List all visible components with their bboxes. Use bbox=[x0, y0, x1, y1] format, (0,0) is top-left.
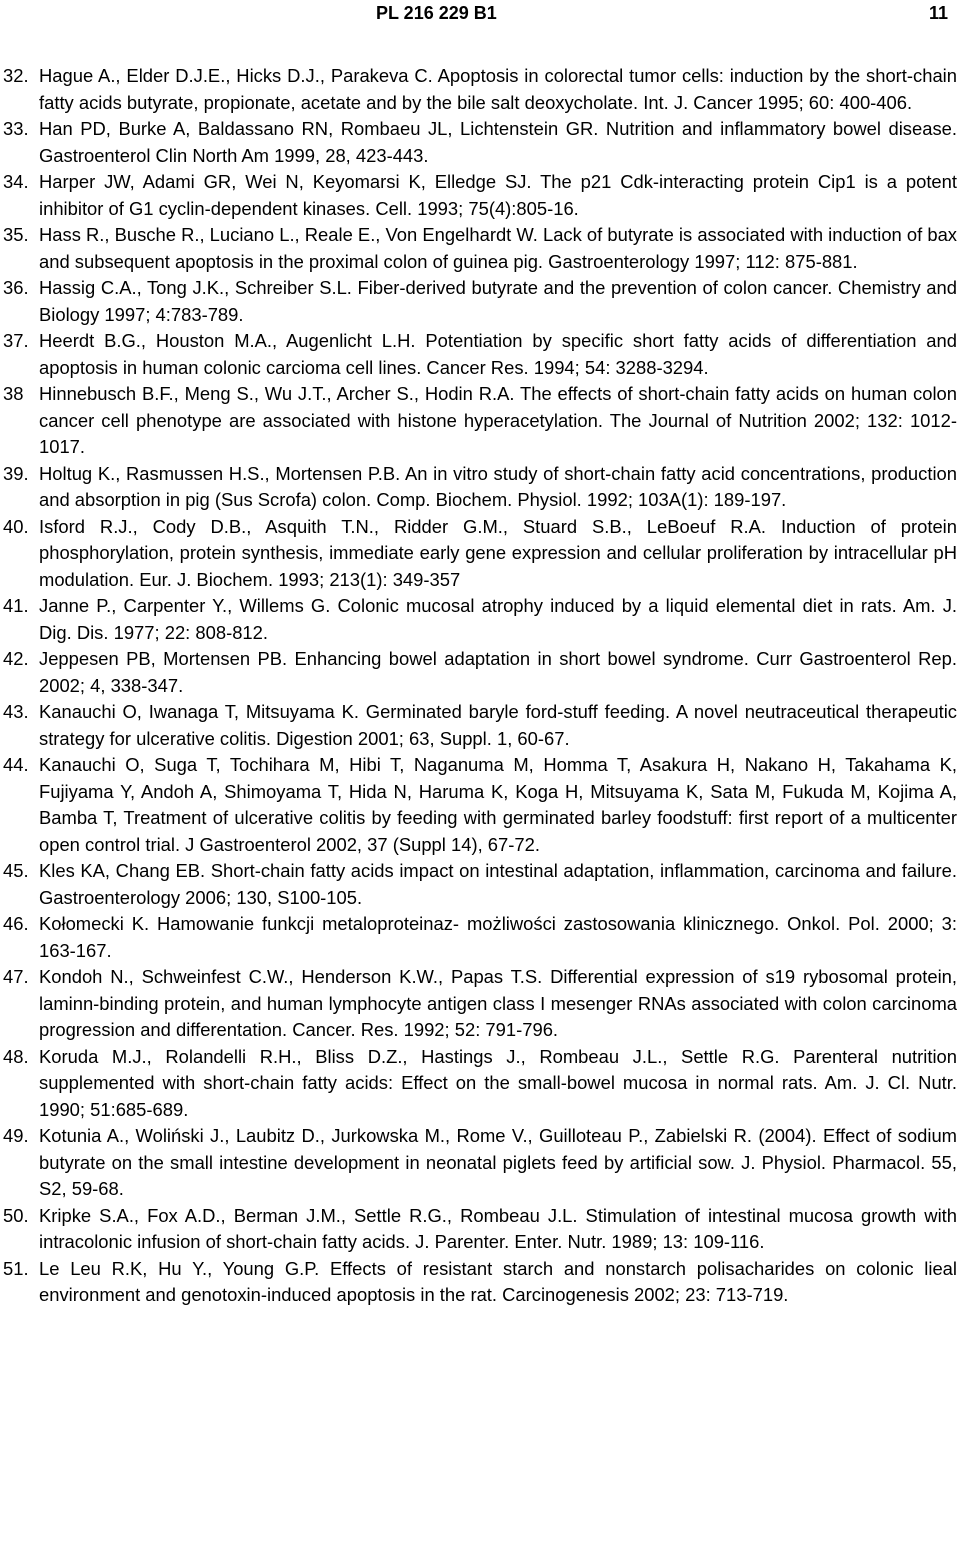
reference-text: Holtug K., Rasmussen H.S., Mortensen P.B. An in vitro study of short-chain fatty acid concentrations, production and absorption in pig (Sus Scrofa) colon. Comp. Biochem. Physiol. 1992; 103A(1): 189-197. bbox=[39, 462, 957, 510]
reference-item bbox=[0, 275, 960, 328]
reference-number: 50. bbox=[3, 1204, 29, 1226]
reference-text: Janne P., Carpenter Y., Willems G. Colonic mucosal atrophy induced by a liquid elemental diet in rats. Am. J. Dig. Dis. 1977; 22: 808-812. bbox=[39, 595, 957, 643]
reference-number: 42. bbox=[3, 648, 29, 669]
reference-item bbox=[0, 858, 960, 911]
reference-item bbox=[0, 699, 960, 752]
reference-text: Kołomecki K. Hamowanie funkcji metaloproteinaz- możliwości zastosowania klinicznego. Onkol. Pol. 2000; 3: 163-167. bbox=[39, 913, 957, 961]
reference-text: Kondoh N., Schweinfest C.W., Henderson K.W., Papas T.S. Differential expression of s19 rybosomal protein, laminn-binding protein, and human lymphocyte antigen class I mesenger RNAs associated with colon carcinoma progression and differentation. Cancer. Res. 1992; 52: 791-796. bbox=[39, 966, 957, 1040]
reference-number: 47. bbox=[3, 966, 29, 987]
reference-text: Isford R.J., Cody D.B., Asquith T.N., Ridder G.M., Stuard S.B., LeBoeuf R.A. Induction of protein phosphorylation, protein synthesis, immediate early gene expression and cellular proliferation by intracellular pH modulation. Eur. J. Biochem. 1993; 213(1): 349-357 bbox=[39, 515, 957, 590]
reference-number: 46. bbox=[3, 913, 29, 934]
reference-text: Kanauchi O, Suga T, Tochihara M, Hibi T, Naganuma M, Homma T, Asakura H, Nakano H, Takahama K, Fujiyama Y, Andoh A, Shimoyama T, Hida N, Haruma K, Koga H, Mitsuyama K, Sata M, Fukuda M, Kojima A, Bamba T, Treatment of ulcerative colitis by feeding with germinated barley foodstuff: first report of a multicenter open control trial. J Gastroenterol 2002, 37 (Suppl 14), 67-72. bbox=[39, 754, 957, 855]
reference-text: Hague A., Elder D.J.E., Hicks D.J., Parakeva C. Apoptosis in colorectal tumor cells: induction by the short-chain fatty acids butyrate, propionate, acetate and by the bile salt deoxycholate. Int. J. Cancer 1995; 60: 400-406. bbox=[39, 65, 957, 113]
reference-number: 41. bbox=[3, 595, 29, 616]
reference-number: 35. bbox=[3, 224, 29, 245]
reference-item bbox=[0, 1123, 960, 1203]
reference-number: 43. bbox=[3, 701, 29, 722]
reference-text: Koruda M.J., Rolandelli R.H., Bliss D.Z., Hastings J., Rombeau J.L., Settle R.G. Parenteral nutrition supplemented with short-chain fatty acids: Effect on the small-bowel mucosa in normal rats. Am. J. Cl. Nutr. 1990; 51:685-689. bbox=[39, 1045, 957, 1120]
reference-number: 39. bbox=[3, 462, 29, 484]
reference-item bbox=[0, 911, 960, 964]
reference-number: 51. bbox=[3, 1257, 29, 1279]
reference-item bbox=[0, 63, 960, 116]
page-header bbox=[0, 0, 960, 30]
reference-number: 45. bbox=[3, 860, 29, 881]
reference-number: 38 bbox=[3, 383, 24, 404]
reference-text: Han PD, Burke A, Baldassano RN, Rombaeu JL, Lichtenstein GR. Nutrition and inflammatory bowel disease. Gastroenterol Clin North Am 1999, 28, 423-443. bbox=[39, 118, 957, 166]
reference-text: Kanauchi O, Iwanaga T, Mitsuyama K. Germinated baryle ford-stuff feeding. A novel neutraceutical therapeutic strategy for ulcerative colitis. Digestion 2001; 63, Suppl. 1, 60-67. bbox=[39, 701, 957, 749]
reference-item bbox=[0, 328, 960, 381]
reference-item bbox=[0, 646, 960, 699]
reference-text: Kotunia A., Woliński J., Laubitz D., Jurkowska M., Rome V., Guilloteau P., Zabielski R. (2004). Effect of sodium butyrate on the small intestine development in neonatal piglets feed by artificial sow. J. Physiol. Pharmacol. 55, S2, 59-68. bbox=[39, 1125, 957, 1199]
reference-text: Hinnebusch B.F., Meng S., Wu J.T., Archer S., Hodin R.A. The effects of short-chain fatty acids on human colon cancer cell phenotype are associated with histone hyperacetylation. The Journal of Nutrition 2002; 132: 1012-1017. bbox=[39, 383, 957, 457]
reference-item bbox=[0, 1203, 960, 1256]
reference-list bbox=[0, 63, 960, 1309]
reference-item bbox=[0, 1044, 960, 1124]
reference-item bbox=[0, 1256, 960, 1309]
reference-number: 48. bbox=[3, 1045, 29, 1067]
reference-number: 37. bbox=[3, 330, 29, 351]
reference-number: 36. bbox=[3, 277, 29, 298]
reference-item bbox=[0, 514, 960, 594]
reference-item bbox=[0, 964, 960, 1044]
reference-text: Heerdt B.G., Houston M.A., Augenlicht L.H. Potentiation by specific short fatty acids of differentiation and apoptosis in human colonic carcioma cell lines. Cancer Res. 1994; 54: 3288-3294. bbox=[39, 330, 957, 378]
reference-item bbox=[0, 593, 960, 646]
reference-item bbox=[0, 116, 960, 169]
reference-text: Hass R., Busche R., Luciano L., Reale E., Von Engelhardt W. Lack of butyrate is associated with induction of bax and subsequent apoptosis in the proximal colon of guinea pig. Gastroenterology 1997; 112: 875-881. bbox=[39, 224, 957, 272]
reference-text: Hassig C.A., Tong J.K., Schreiber S.L. Fiber-derived butyrate and the prevention of colon cancer. Chemistry and Biology 1997; 4:783-789. bbox=[39, 277, 957, 325]
reference-number: 49. bbox=[3, 1125, 29, 1146]
reference-item bbox=[0, 461, 960, 514]
reference-number: 33. bbox=[3, 118, 29, 139]
reference-number: 34. bbox=[3, 171, 29, 192]
reference-item bbox=[0, 222, 960, 275]
reference-number: 44. bbox=[3, 754, 29, 775]
reference-number: 32. bbox=[3, 65, 29, 86]
reference-text: Harper JW, Adami GR, Wei N, Keyomarsi K, Elledge SJ. The p21 Cdk-interacting protein Cip1 is a potent inhibitor of G1 cyclin-dependent kinases. Cell. 1993; 75(4):805-16. bbox=[39, 171, 957, 219]
reference-item bbox=[0, 169, 960, 222]
reference-text: Kles KA, Chang EB. Short-chain fatty acids impact on intestinal adaptation, inflammation, carcinoma and failure. Gastroenterology 2006; 130, S100-105. bbox=[39, 860, 957, 908]
reference-text: Le Leu R.K, Hu Y., Young G.P. Effects of resistant starch and nonstarch polisacharides on colonic lieal environment and genotoxin-induced apoptosis in the rat. Carcinogenesis 2002; 23: 713-719. bbox=[39, 1257, 957, 1305]
reference-text: Jeppesen PB, Mortensen PB. Enhancing bowel adaptation in short bowel syndrome. Curr Gastroenterol Rep. 2002; 4, 338-347. bbox=[39, 648, 957, 696]
reference-item bbox=[0, 381, 960, 461]
reference-item bbox=[0, 752, 960, 858]
reference-number: 40. bbox=[3, 515, 29, 537]
patent-number: PL 216 229 B1 bbox=[376, 3, 497, 23]
reference-text: Kripke S.A., Fox A.D., Berman J.M., Settle R.G., Rombeau J.L. Stimulation of intestinal mucosa growth with intracolonic infusion of short-chain fatty acids. J. Parenter. Enter. Nutr. 1989; 13: 109-116. bbox=[39, 1204, 957, 1252]
page-number: 11 bbox=[928, 3, 948, 23]
